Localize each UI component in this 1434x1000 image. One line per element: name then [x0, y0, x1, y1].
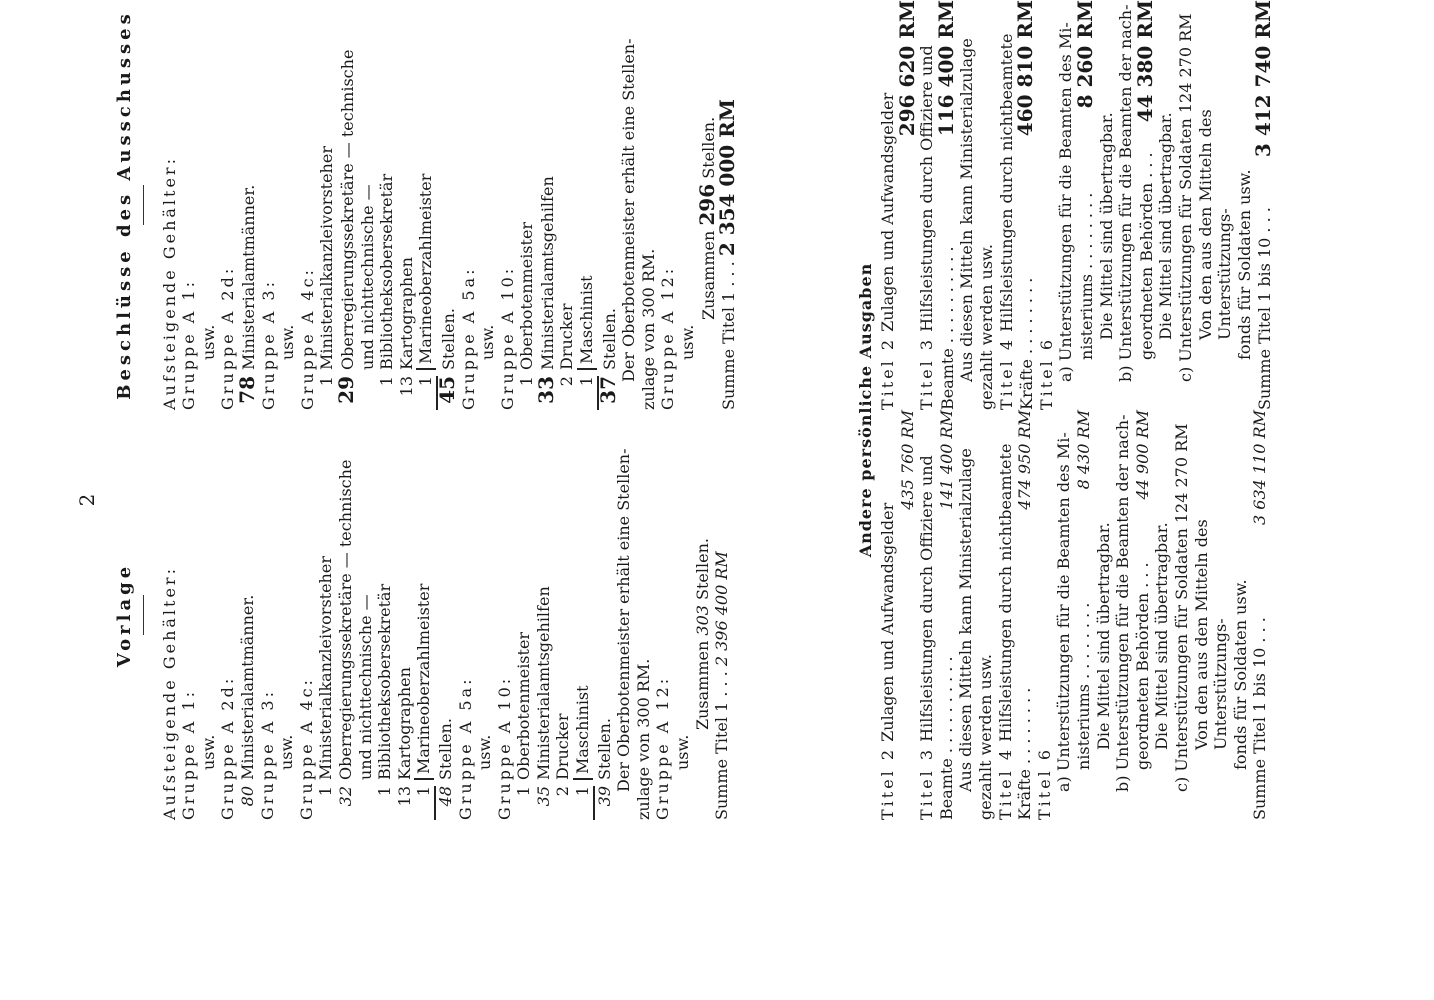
gruppe-a1: Gruppe A 1:	[179, 689, 199, 820]
a10-text-3: Drucker	[553, 713, 573, 780]
a10-total-text: Stellen.	[599, 308, 619, 370]
gruppe-a4c: Gruppe A 4c:	[297, 267, 317, 410]
a4c-count-1: 1	[316, 786, 336, 797]
a4c-text-2b: und nichttechnische —	[357, 184, 377, 370]
a10-row-2	[533, 0, 558, 410]
summe-value: 2 396 400 RM	[712, 551, 732, 667]
gruppe-a10: Gruppe A 10:	[494, 675, 514, 820]
titel-3-note-1: Aus diesen Mitteln kann Ministerialzulage	[957, 38, 977, 382]
summe-label: Summe Titel 1 . . .	[719, 261, 739, 410]
gruppe-a12: Gruppe A 12:	[658, 265, 678, 410]
a4c-text-1: Ministerialkanzleivorsteher	[317, 146, 337, 370]
a4c-row-1	[316, 410, 336, 820]
titel-6b-note: Die Mittel sind übertragbar.	[1152, 522, 1172, 750]
summe-total-label: Summe Titel 1 bis 10 . . .	[1255, 207, 1275, 410]
a4c-total-row	[434, 410, 456, 820]
a4c-count-2: 32	[335, 786, 355, 807]
titel-6a-row-2	[1072, 0, 1097, 410]
gruppe-a5a-usw: usw.	[475, 734, 495, 770]
a2d-text: Ministerialamtmänner.	[238, 184, 258, 370]
a2d-row	[234, 0, 259, 410]
titel-6-label: Titel 6	[1036, 336, 1056, 410]
zusammen-label: Zusammen	[698, 230, 718, 320]
a10-text-2: Ministerialamtsgehilfen	[537, 176, 557, 370]
a10-count-3: 2	[557, 376, 577, 387]
a4c-text-2: Oberregierungssekretäre — technische	[335, 459, 355, 780]
gruppe-a12-usw: usw.	[673, 734, 693, 770]
titel-4-row-2	[1013, 0, 1038, 410]
summe-total-row	[1251, 0, 1276, 410]
a2d-row	[238, 410, 258, 820]
gruppe-a3-usw: usw.	[277, 734, 297, 770]
a10-row-3	[553, 410, 573, 820]
titel-6a-text: a) Unterstützungen für die Beamten des Mi-	[1054, 432, 1074, 792]
zusammen-count: 296	[694, 183, 719, 226]
zulage-line-1: Der Oberbotenmeister erhält eine Stellen-	[614, 448, 634, 792]
gruppe-a5a: Gruppe A 5a:	[458, 266, 478, 410]
titel-6c-note-2: fonds für Soldaten usw.	[1234, 169, 1254, 360]
a4c-count-2: 29	[333, 376, 358, 404]
titel-3-value: 141 400 RM	[936, 410, 956, 510]
a4c-count-5: 1	[416, 376, 436, 387]
a10-text-4: Maschinist	[577, 275, 597, 370]
aufsteigende-label: Aufsteigende Gehälter:	[159, 566, 179, 820]
a10-count-2: 35	[533, 786, 553, 807]
a10-count-2: 33	[533, 376, 558, 404]
a4c-row-2	[336, 410, 356, 820]
titel-3-label: Titel 3	[917, 336, 937, 410]
zusammen-unit: Stellen.	[692, 538, 712, 600]
a4c-text-2b: und nichttechnische —	[355, 594, 375, 780]
titel-6b-text: b) Unterstützungen für die Beamten der nach-	[1113, 414, 1133, 792]
titel-3-label: Titel 3	[917, 746, 937, 820]
titel-6c-text: c) Unterstützungen für Soldaten 124 270 RM	[1175, 13, 1195, 382]
gruppe-a1-usw: usw.	[198, 734, 218, 770]
titel-6a-text: a) Unterstützungen für die Beamten des Mi-	[1056, 22, 1076, 382]
titel-3-row-2	[933, 0, 958, 410]
a10-row-1	[514, 410, 534, 820]
a4c-total-text: Stellen.	[435, 718, 455, 780]
a10-count-1: 1	[517, 376, 537, 387]
a10-row-2	[534, 410, 554, 820]
titel-3-row-2	[937, 410, 957, 820]
titel-3-note-2: gezahlt werden usw.	[976, 244, 996, 410]
titel-6c-note-1: Von den aus den Mitteln des Unterstützungs-	[1195, 109, 1235, 340]
titel-3-value: 116 400 RM	[933, 0, 958, 137]
titel-6b-text: b) Unterstützungen für die Beamten der nach-	[1116, 4, 1136, 382]
titel-6b-note: Die Mittel sind übertragbar.	[1156, 112, 1176, 340]
vorlage-column	[115, 410, 732, 820]
a4c-count-5: 1	[414, 786, 434, 797]
vorlage-heading: Vorlage	[114, 562, 135, 668]
summe-label: Summe Titel 1 . . .	[712, 671, 732, 820]
a4c-row-4	[397, 0, 417, 410]
titel-4-text: Hilfsleistungen durch nichtbeamtete	[996, 33, 1016, 332]
a2d-count: 80	[237, 786, 257, 807]
a4c-count-1: 1	[317, 376, 337, 387]
a10-total-count: 39	[593, 786, 615, 820]
titel-6a-note: Die Mittel sind übertragbar.	[1093, 522, 1113, 750]
titel-2-text: Zulagen und Aufwandsgelder	[878, 92, 897, 332]
titel-4-label: Titel 4	[996, 336, 1016, 410]
gruppe-a2d: Gruppe A 2d:	[218, 265, 238, 410]
a4c-row-1	[317, 0, 337, 410]
a4c-total-text: Stellen.	[438, 308, 458, 370]
a10-total-text: Stellen.	[594, 718, 614, 780]
aufsteigende-label: Aufsteigende Gehälter:	[159, 156, 179, 410]
titel-3-text: Hilfsleistungen durch Offiziere und	[917, 45, 937, 332]
heading-rule	[143, 595, 144, 635]
titel-3-text-2: Beamte . . . . . . . . . .	[937, 246, 957, 410]
a4c-total-count: 45	[436, 376, 458, 410]
a10-text-4: Maschinist	[573, 685, 593, 780]
titel-6c-note-2: fonds für Soldaten usw.	[1230, 579, 1250, 770]
a4c-count-4: 13	[394, 786, 414, 807]
zusammen-row	[693, 410, 713, 820]
titel-6b-row-2	[1133, 410, 1153, 820]
a10-row-4	[573, 410, 593, 820]
summe-row	[712, 410, 732, 820]
titel-6a-text-2: nisteriums . . . . . . . .	[1073, 602, 1093, 770]
a4c-row-2	[333, 0, 358, 410]
beschluesse-heading: Beschlüsse des Ausschusses	[114, 10, 135, 400]
heading-rule	[143, 185, 144, 225]
titel-6a-text-2: nisteriums . . . . . . . .	[1076, 192, 1096, 360]
titel-6-label: Titel 6	[1034, 746, 1054, 820]
a4c-text-2: Oberregierungssekretäre — technische	[337, 49, 357, 370]
titel-3-note-1: Aus diesen Mitteln kann Ministerialzulage	[956, 448, 976, 792]
a4c-row-5	[416, 0, 436, 410]
gruppe-a12-usw: usw.	[678, 324, 698, 360]
titel-2-label: Titel 2	[878, 336, 897, 410]
gruppe-a5a: Gruppe A 5a:	[455, 676, 475, 820]
a10-count-4: 1	[577, 376, 597, 387]
a10-row-4	[577, 0, 597, 410]
section-heading: Andere persönliche Ausgaben	[856, 262, 875, 558]
titel-3-text: Hilfsleistungen durch Offiziere und	[917, 455, 937, 742]
summe-row	[715, 0, 740, 410]
titel-6c-text: c) Unterstützungen für Soldaten 124 270 RM	[1171, 423, 1191, 792]
beschluesse-ausgaben-column	[878, 0, 1275, 410]
a2d-count: 78	[234, 376, 259, 404]
titel-4-text: Hilfsleistungen durch nichtbeamtete	[995, 443, 1015, 742]
vorlage-ausgaben-column	[878, 410, 1270, 820]
a10-count-3: 2	[553, 786, 573, 797]
zulage-line-2: zulage von 300 RM.	[633, 658, 653, 820]
a4c-count-3: 1	[375, 786, 395, 797]
titel-6a-value: 8 430 RM	[1073, 410, 1093, 490]
zulage-line-2: zulage von 300 RM.	[638, 248, 658, 410]
a4c-text-3: Bibliotheksobersekretär	[375, 583, 395, 780]
titel-6b-text-2: geordneten Behörden . . .	[1136, 152, 1156, 360]
titel-6b-value: 44 380 RM	[1132, 0, 1157, 123]
summe-total-label: Summe Titel 1 bis 10 . . .	[1250, 617, 1270, 820]
a4c-row-4	[395, 410, 415, 820]
a10-text-1: Oberbotenmeister	[517, 221, 537, 370]
gruppe-a4c: Gruppe A 4c:	[296, 677, 316, 820]
titel-4-row	[996, 410, 1016, 820]
a4c-text-4: Kartographen	[396, 257, 416, 370]
titel-6a-value: 8 260 RM	[1072, 0, 1097, 109]
a4c-text-5: Marineoberzahlmeister	[414, 584, 434, 780]
titel-4-label: Titel 4	[995, 746, 1015, 820]
gruppe-a2d: Gruppe A 2d:	[218, 675, 238, 820]
gruppe-a3-usw: usw.	[278, 324, 298, 360]
zusammen-unit: Stellen.	[698, 116, 718, 179]
a4c-text-4: Kartographen	[394, 667, 414, 780]
a10-total-row	[597, 0, 620, 410]
a4c-total-row	[436, 0, 459, 410]
titel-4-value: 460 810 RM	[1013, 0, 1038, 137]
a10-count-4: 1	[573, 786, 593, 797]
gruppe-a3: Gruppe A 3:	[258, 279, 278, 410]
titel-6b-row-2	[1132, 0, 1157, 410]
summe-total-row	[1250, 410, 1270, 820]
a4c-row-5	[414, 410, 434, 820]
titel-4-value: 474 950 RM	[1015, 410, 1035, 510]
titel-3-row	[917, 410, 937, 820]
titel-4-row-2	[1015, 410, 1035, 820]
titel-2-value: 296 620 RM	[894, 0, 919, 137]
a10-row-3	[557, 0, 577, 410]
a10-row-1	[517, 0, 537, 410]
titel-2-value: 435 760 RM	[897, 410, 917, 510]
titel-6a-row-2	[1074, 410, 1094, 820]
gruppe-a1: Gruppe A 1:	[179, 279, 199, 410]
titel-3-note-2: gezahlt werden usw.	[975, 654, 995, 820]
a4c-count-4: 13	[396, 376, 416, 397]
titel-6a-note: Die Mittel sind übertragbar.	[1096, 112, 1116, 340]
summe-value: 2 354 000 RM	[715, 99, 740, 257]
a4c-text-3: Bibliotheksobersekretär	[377, 173, 397, 370]
a4c-count-3: 1	[377, 376, 397, 387]
a4c-total-count: 48	[434, 786, 456, 820]
a2d-text: Ministerialamtmänner.	[237, 594, 257, 780]
titel-2-label: Titel 2	[878, 746, 897, 820]
gruppe-a12: Gruppe A 12:	[653, 675, 673, 820]
a4c-row-3	[377, 0, 397, 410]
zusammen-label: Zusammen	[692, 640, 712, 730]
beschluesse-column	[115, 0, 739, 410]
summe-total-value: 3 412 740 RM	[1251, 0, 1276, 158]
gruppe-a3: Gruppe A 3:	[257, 689, 277, 820]
gruppe-a10: Gruppe A 10:	[497, 265, 517, 410]
titel-4-text-2: Kräfte . . . . . . . .	[1017, 277, 1037, 410]
a10-count-1: 1	[514, 786, 534, 797]
gruppe-a5a-usw: usw.	[478, 324, 498, 360]
titel-6b-value: 44 900 RM	[1132, 410, 1152, 500]
a4c-row-3	[375, 410, 395, 820]
a4c-text-5: Marineoberzahlmeister	[416, 174, 436, 370]
zusammen-count: 303	[692, 605, 712, 636]
titel-4-text-2: Kräfte . . . . . . . .	[1015, 687, 1035, 820]
titel-2-row	[878, 410, 898, 820]
gruppe-a1-usw: usw.	[198, 324, 218, 360]
a10-text-2: Ministerialamtsgehilfen	[533, 586, 553, 780]
a10-text-1: Oberbotenmeister	[514, 631, 534, 780]
summe-total-value: 3 634 110 RM	[1250, 410, 1270, 525]
page-number: 2	[75, 493, 99, 507]
titel-3-text-2: Beamte . . . . . . . . . .	[936, 656, 956, 820]
titel-6c-note-1: Von den aus den Mitteln des Unterstützungs-	[1191, 519, 1231, 750]
titel-2-text: Zulagen und Aufwandsgelder	[878, 502, 897, 742]
titel-6b-text-2: geordneten Behörden . . .	[1132, 562, 1152, 770]
zulage-line-1: Der Oberbotenmeister erhält eine Stellen-	[619, 38, 639, 382]
a10-total-row	[593, 410, 615, 820]
a10-text-3: Drucker	[557, 303, 577, 370]
a10-total-count: 37	[597, 376, 619, 410]
a4c-text-1: Ministerialkanzleivorsteher	[316, 556, 336, 780]
